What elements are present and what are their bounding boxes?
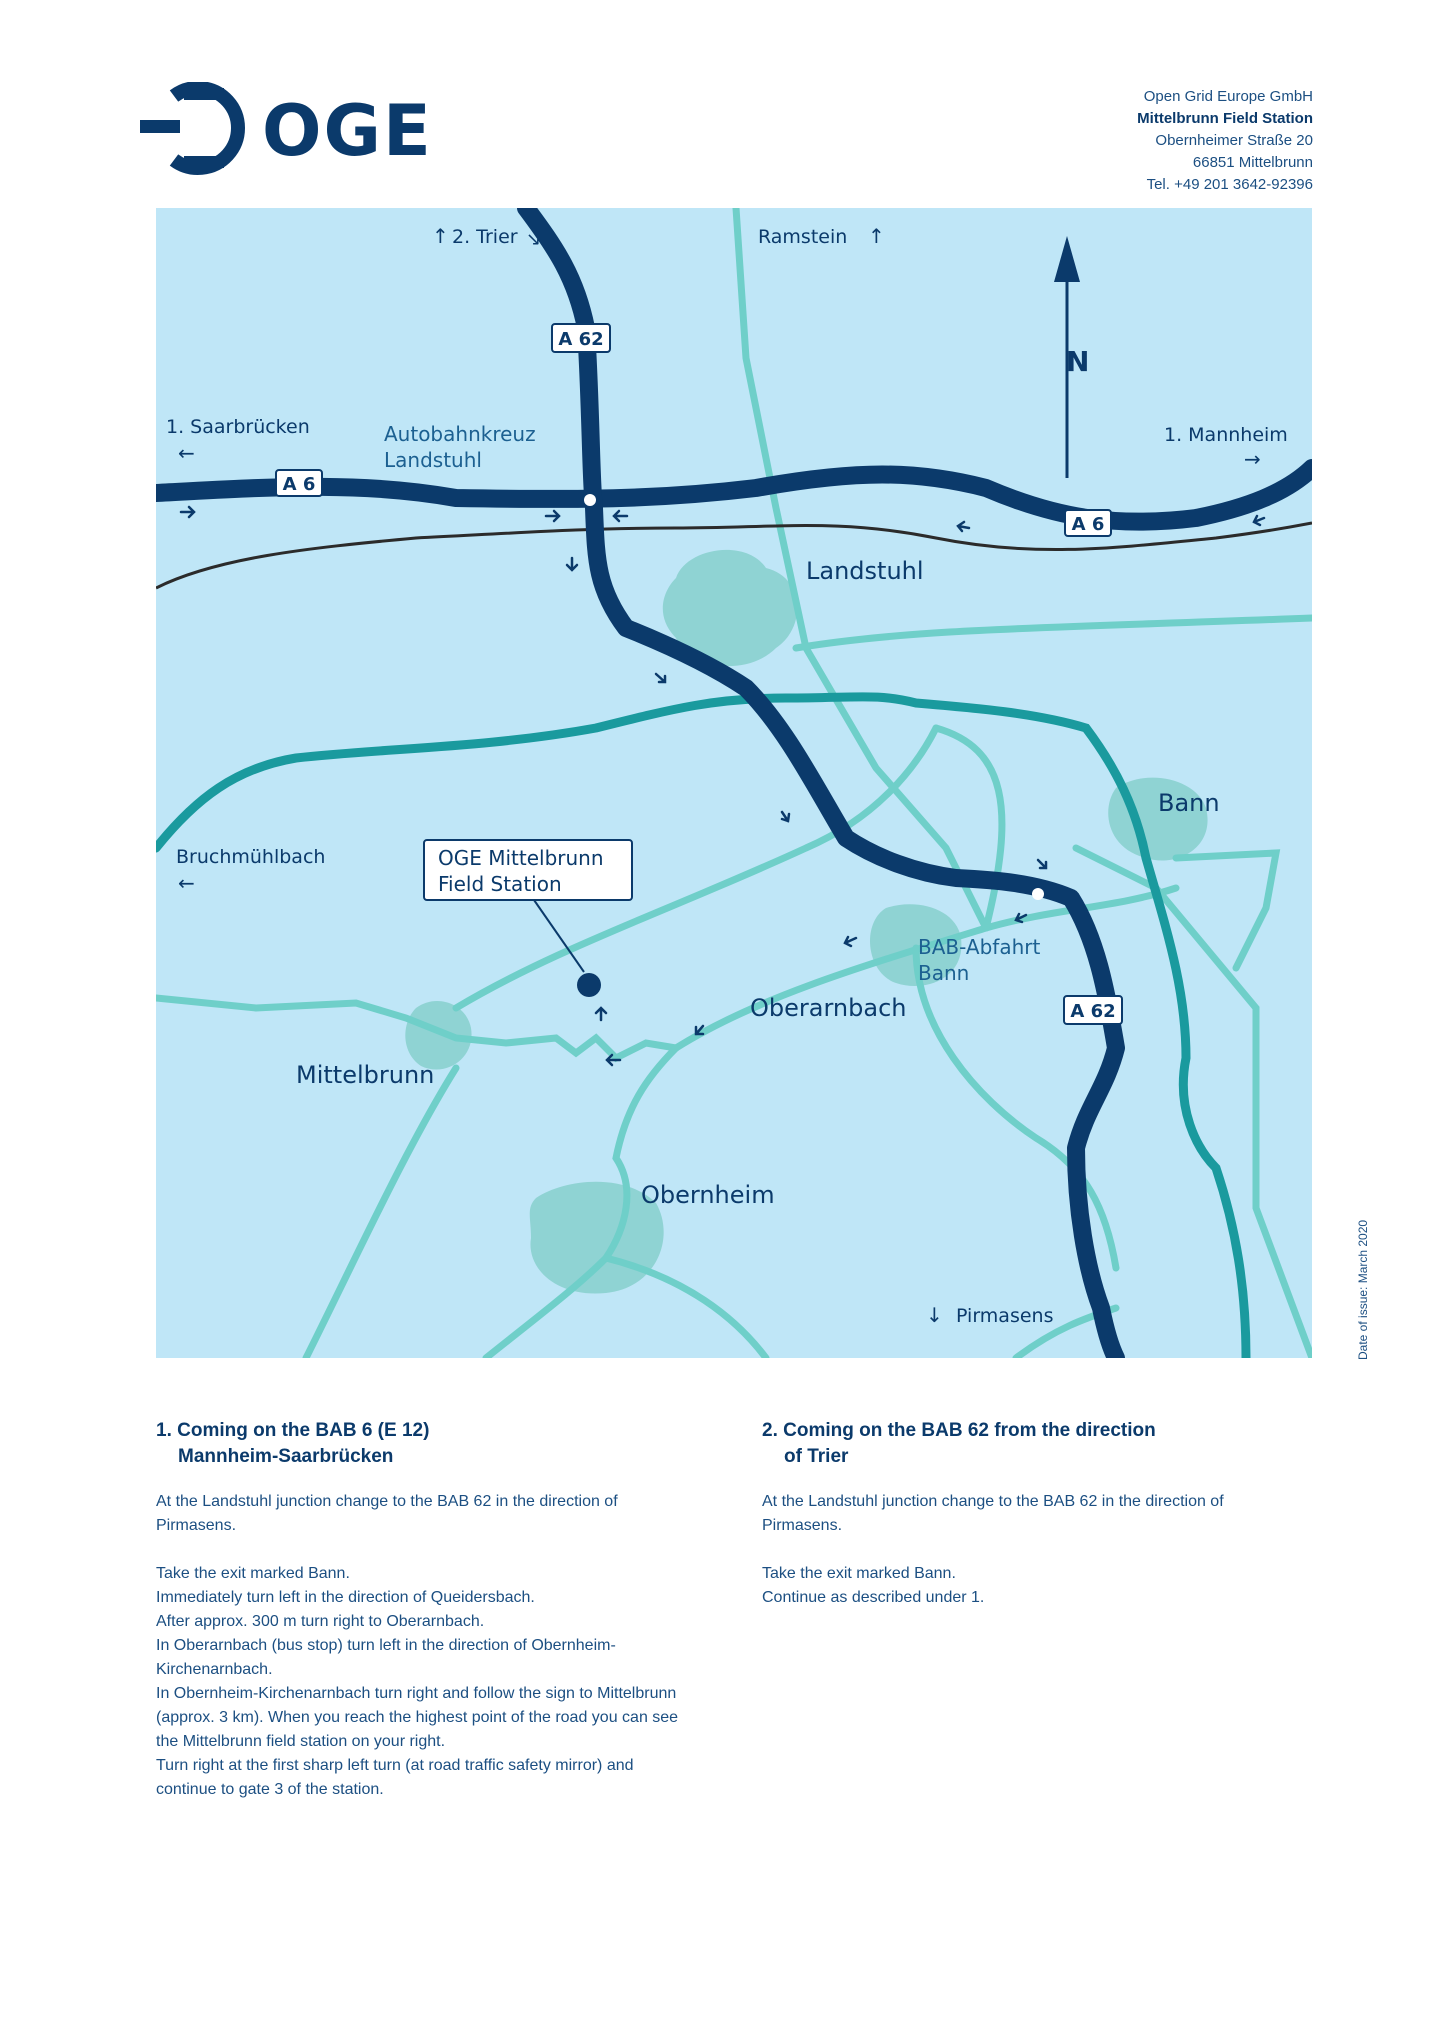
svg-text:→: → — [1244, 447, 1261, 471]
shield-a6-east: A 6 — [1071, 514, 1105, 535]
section-2-steps — [762, 1562, 1282, 1610]
directions-section-2 — [762, 1418, 1282, 1634]
section-2-title-line1: 2. Coming on the BAB 62 from the direction — [762, 1420, 1156, 1441]
label-saarbruecken: 1. Saarbrücken — [166, 416, 310, 438]
station-marker-icon — [577, 973, 601, 997]
label-bruchmuehlbach: Bruchmühlbach — [176, 846, 326, 868]
label-pirmasens: Pirmasens — [956, 1305, 1054, 1327]
station-callout-line1: OGE Mittelbrunn — [438, 846, 604, 870]
section-1-title-line1: 1. Coming on the BAB 6 (E 12) — [156, 1420, 430, 1441]
section-1-title-line2: Mannheim-Saarbrücken — [178, 1446, 394, 1467]
label-trier: 2. Trier — [452, 226, 518, 248]
company-name: Open Grid Europe GmbH — [1143, 88, 1313, 105]
svg-text:↑: ↑ — [868, 224, 885, 248]
section-1-title — [156, 1418, 696, 1470]
station-name: Mittelbrunn Field Station — [1137, 110, 1313, 127]
section-1-step: Turn right at the first sharp left turn (at road traffic safety mirror) and continue to gate 3 of the station. — [156, 1757, 634, 1798]
svg-text:←: ← — [178, 871, 195, 895]
shield-a6-west: A 6 — [282, 474, 316, 495]
section-1-step: Immediately turn left in the direction of Queidersbach. — [156, 1589, 535, 1606]
label-oberarnbach: Oberarnbach — [750, 994, 907, 1022]
street: Obernheimer Straße 20 — [1155, 132, 1313, 149]
junction-landstuhl-icon — [584, 494, 596, 506]
shield-a62-north: A 62 — [558, 329, 604, 350]
route-map — [156, 208, 1312, 1358]
date-of-issue: Date of issue: March 2020 — [1356, 1219, 1370, 1360]
section-2-intro: At the Landstuhl junction change to the BAB 62 in the direction of Pirmasens. — [762, 1493, 1224, 1534]
directions-section-1 — [156, 1418, 696, 1826]
label-obernheim: Obernheim — [641, 1181, 775, 1209]
label-landstuhl: Landstuhl — [806, 557, 924, 585]
label-autobahnkreuz-2: Landstuhl — [384, 448, 482, 472]
section-2-title — [762, 1418, 1282, 1470]
section-1-step: In Oberarnbach (bus stop) turn left in the direction of Obernheim-Kirchenarnbach. — [156, 1637, 616, 1678]
section-1-step: In Obernheim-Kirchenarnbach turn right and follow the sign to Mittelbrunn (approx. 3 km). When you reach the highest point of the road you can see the Mittelbrunn field station on your right. — [156, 1685, 679, 1750]
label-abfahrt-1: BAB-Abfahrt — [918, 935, 1041, 959]
label-autobahnkreuz-1: Autobahnkreuz — [384, 422, 536, 446]
section-2-title-line2: of Trier — [784, 1446, 849, 1467]
label-abfahrt-2: Bann — [918, 961, 970, 985]
label-ramstein: Ramstein — [758, 226, 848, 248]
shield-a62-south: A 62 — [1070, 1001, 1116, 1022]
label-mannheim: 1. Mannheim — [1164, 424, 1288, 446]
section-1-step: Take the exit marked Bann. — [156, 1565, 350, 1582]
section-2-step: Continue as described under 1. — [762, 1589, 985, 1606]
svg-text:↘: ↘ — [526, 229, 542, 250]
phone: Tel. +49 201 3642-92396 — [1146, 176, 1313, 193]
svg-text:←: ← — [178, 441, 195, 465]
label-bann: Bann — [1158, 789, 1220, 817]
section-1-steps — [156, 1562, 696, 1802]
svg-text:↓: ↓ — [926, 1303, 943, 1327]
north-label: N — [1066, 345, 1090, 378]
svg-text:↑: ↑ — [432, 224, 449, 248]
section-1-step: After approx. 300 m turn right to Oberarnbach. — [156, 1613, 485, 1630]
section-1-intro: At the Landstuhl junction change to the BAB 62 in the direction of Pirmasens. — [156, 1493, 618, 1534]
label-mittelbrunn: Mittelbrunn — [296, 1061, 435, 1089]
city: 66851 Mittelbrunn — [1192, 154, 1313, 171]
junction-bann-icon — [1032, 888, 1044, 900]
station-callout-line2: Field Station — [438, 872, 562, 896]
address-block — [1137, 86, 1313, 196]
logo-text: OGE — [262, 90, 433, 172]
section-2-step: Take the exit marked Bann. — [762, 1565, 956, 1582]
